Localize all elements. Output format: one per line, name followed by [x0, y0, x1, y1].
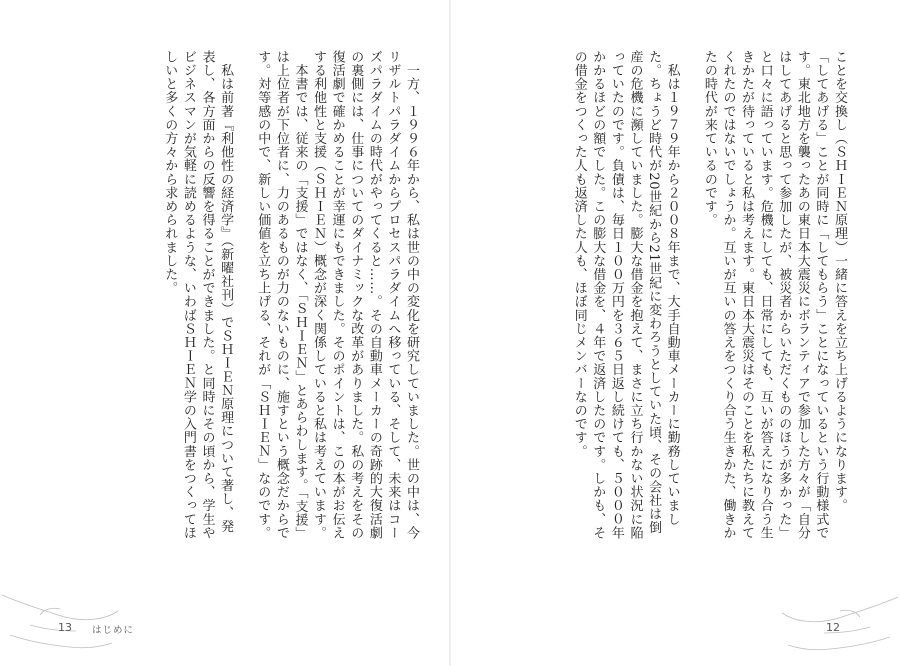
page-gutter [449, 0, 451, 666]
running-head: はじめに [92, 625, 135, 636]
right-page-body-text: ことを交換し（ＳＨＩＥＮ原理）一緒に答えを立ち上げるようになります。 「してあげる」ことが同時に「してもらう」ことになっているという行動様式です。東北地方を襲ったあの東日本大震災にボランティアで参加した方々が「自分はしてあげると思って参加したが、被災者からいただくもののほうが多かった」と口々に語っています。危機にしても、日常にしても、互いが答えになり合う生きかたが待っていると私は考えます。東日本大震災はそのことを私たちに教えてくれたのではないでしょうか。互いが互いの答えをつくり合う生きかた、働きかたの時代が来ているのです。 私は１９７９年から２００８年まで、大手自動車メーカーに勤務していました。ちょうど時代が20世紀から21世紀に変わろうとしていた頃、その会社は倒産の危機に瀕していました。膨大な借金を抱えて、まさに立ち行かない状況に陥っていたのです。負債は、毎日１００万円を３６５日返し続けても、５０００年かかるほどの額でした。この膨大な借金を、４年で返済したのです。しかも、その借金をつくった人も返済した人も、ほぼ同じメンバーなのです。 [571, 50, 847, 540]
hand-sketch-right-icon [780, 585, 900, 665]
page-number-left: 13 [58, 621, 72, 634]
page-number-right: 12 [826, 621, 840, 634]
left-page-body-text: 一方、１９９６年から、私は世の中の変化を研究していました。世の中は、今リザルトパラダイムからプロセスパラダイムへ移っている、そして、未来はコーズパラダイムの時代がやってくると……。その自動車メーカーの奇跡的大復活劇の裏側には、仕事についてのダイナミックな改革がありました。私の考えをその復活劇で確かめることが幸運にもできました。そのポイントは、この本がお伝えする利他性と支援（ＳＨＩＥＮ）概念が深く関係していると私は考えています。 本書では、従来の「支援」ではなく、「ＳＨＩＥＮ」とあらわします。「支援」は上位者が下位者に、力のあるものが力のないものに、施すという概念だからです。対等感の中で、新しい価値を立ち上げる、それが「ＳＨＩＥＮ」なのです。 私は前著『利他性の経済学』（新曜社刊）でＳＨＩＥＮ原理について著し、発表し、各方面からの反響を得ることができました。と同時にその頃から、学生やビジネスマンが気軽に読めるような、いわばＳＨＩＥＮ学の入門書をつくってほしいと多くの方々から求められました。 [162, 50, 419, 540]
